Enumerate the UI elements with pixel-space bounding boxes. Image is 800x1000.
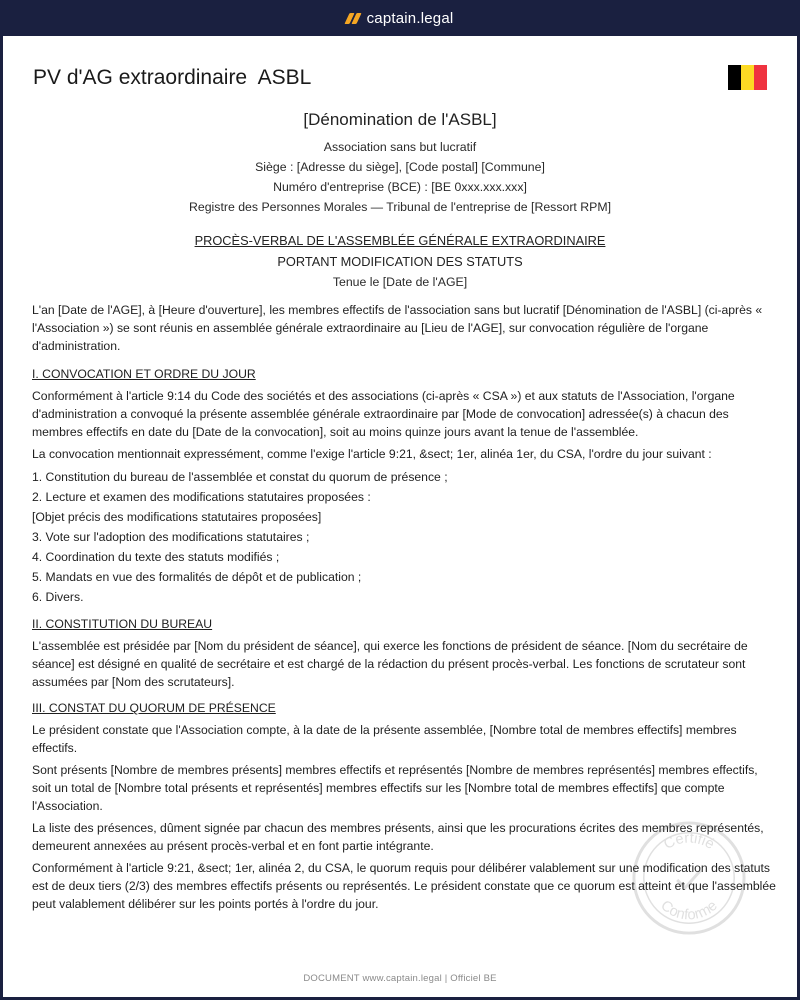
document-body (32, 301, 778, 917)
pv-held-date: Tenue le [Date de l'AGE] (332, 275, 468, 289)
agenda-item: 3. Vote sur l'adoption des modifications statutaires ; (32, 530, 310, 544)
paragraph: Sont présents [Nombre de membres présents] membres effectifs et représentés [Nombre de membres représentés] membres effectifs, soit un total de [Nombre total présents et représentés] membres effectifs sur les [Nombre total de membres effectifs] que compte l'Association. (32, 763, 758, 813)
header-line: Numéro d'entreprise (BCE) : [BE 0xxx.xxx.xxx] (273, 180, 527, 194)
header-line: Siège : [Adresse du siège], [Code postal] [Commune] (255, 160, 545, 174)
agenda-item: 6. Divers. (32, 590, 84, 604)
pv-subtitle: PORTANT MODIFICATION DES STATUTS (277, 254, 523, 269)
asbl-name: [Dénomination de l'ASBL] (303, 110, 497, 129)
section-heading: I. CONVOCATION ET ORDRE DU JOUR (32, 367, 256, 381)
paragraph: L'assemblée est présidée par [Nom du président de séance], qui exerce les fonctions de président de séance. [Nom du secrétaire de séance] est désigné en qualité de secrétaire et est chargé de la rédaction du présent procès-verbal. Les fonctions de scrutateur sont assumées par [Nom des scrutateurs]. (32, 639, 748, 689)
agenda-item: 5. Mandats en vue des formalités de dépôt et de publication ; (32, 570, 362, 584)
agenda-item: 1. Constitution du bureau de l'assemblée et constat du quorum de présence ; (32, 470, 448, 484)
belgium-flag-icon (728, 65, 767, 90)
paragraph: Conformément à l'article 9:14 du Code des sociétés et des associations (ci-après « CSA ») et aux statuts de l'Association, l'organe d'administration a convoqué la présente assemblée générale extraordinaire par [Mode de convocation] adressée(s) à chacun des membres effectifs en date du [Date de la convocation], soit au moins quinze jours avant la tenue de l'assemblée. (32, 389, 735, 439)
agenda-item: 2. Lecture et examen des modifications statutaires proposées : (32, 490, 371, 504)
header-line: Registre des Personnes Morales — Tribunal de l'entreprise de [Ressort RPM] (189, 200, 611, 214)
top-bar (0, 0, 800, 36)
agenda-item: 4. Coordination du texte des statuts modifiés ; (32, 550, 280, 564)
section-heading: II. CONSTITUTION DU BUREAU (32, 617, 213, 631)
stamp-text-bottom: Conforme (657, 897, 721, 924)
intro-paragraph: L'an [Date de l'AGE], à [Heure d'ouverture], les membres effectifs de l'association sans but lucratif [Dénomination de l'ASBL] (ci-après « l'Association ») se sont réunis en assemblée générale extraordinaire au [Lieu de l'AGE], sur convocation régulière de l'organe d'administration. (32, 303, 763, 353)
section-heading: III. CONSTAT DU QUORUM DE PRÉSENCE (32, 701, 276, 715)
pv-title: PROCÈS-VERBAL DE L'ASSEMBLÉE GÉNÉRALE EXTRAORDINAIRE (194, 233, 606, 248)
document-header (3, 110, 797, 293)
document-title: PV d'AG extraordinaire ASBL (33, 66, 312, 89)
captain-legal-logo-icon (347, 13, 359, 24)
document-footer: DOCUMENT www.captain.legal | Officiel BE (303, 973, 497, 984)
header-line: Association sans but lucratif (323, 140, 477, 154)
paragraph: La convocation mentionnait expressément, comme l'exige l'article 9:21, &sect; 1er, alinéa 1er, du CSA, l'ordre du jour suivant : (32, 447, 712, 461)
flag-stripe-yellow (741, 65, 754, 90)
stamp-text-top: Certifié (661, 830, 717, 853)
paragraph: Le président constate que l'Association compte, à la date de la présente assemblée, [Nombre total de membres effectifs] membres effectifs. (32, 723, 737, 755)
flag-stripe-black (728, 65, 741, 90)
brand-name[interactable]: captain.legal (366, 9, 454, 27)
agenda-item: [Objet précis des modifications statutaires proposées] (32, 510, 322, 524)
paragraph: La liste des présences, dûment signée par chacun des membres présents, ainsi que les procurations écrites des membres représentés, demeurent annexées au présent procès-verbal et en font partie intégrante. (32, 821, 764, 853)
document-page (3, 36, 797, 997)
paragraph: Conformément à l'article 9:21, &sect; 1er, alinéa 2, du CSA, le quorum requis pour délibérer valablement sur une modification des statuts est de deux tiers (2/3) des membres effectifs présents ou représentés. Le président constate que ce quorum est atteint et que l'assemblée peut valablement délibérer sur les points portés à l'ordre du jour. (32, 861, 776, 911)
flag-stripe-red (754, 65, 767, 90)
